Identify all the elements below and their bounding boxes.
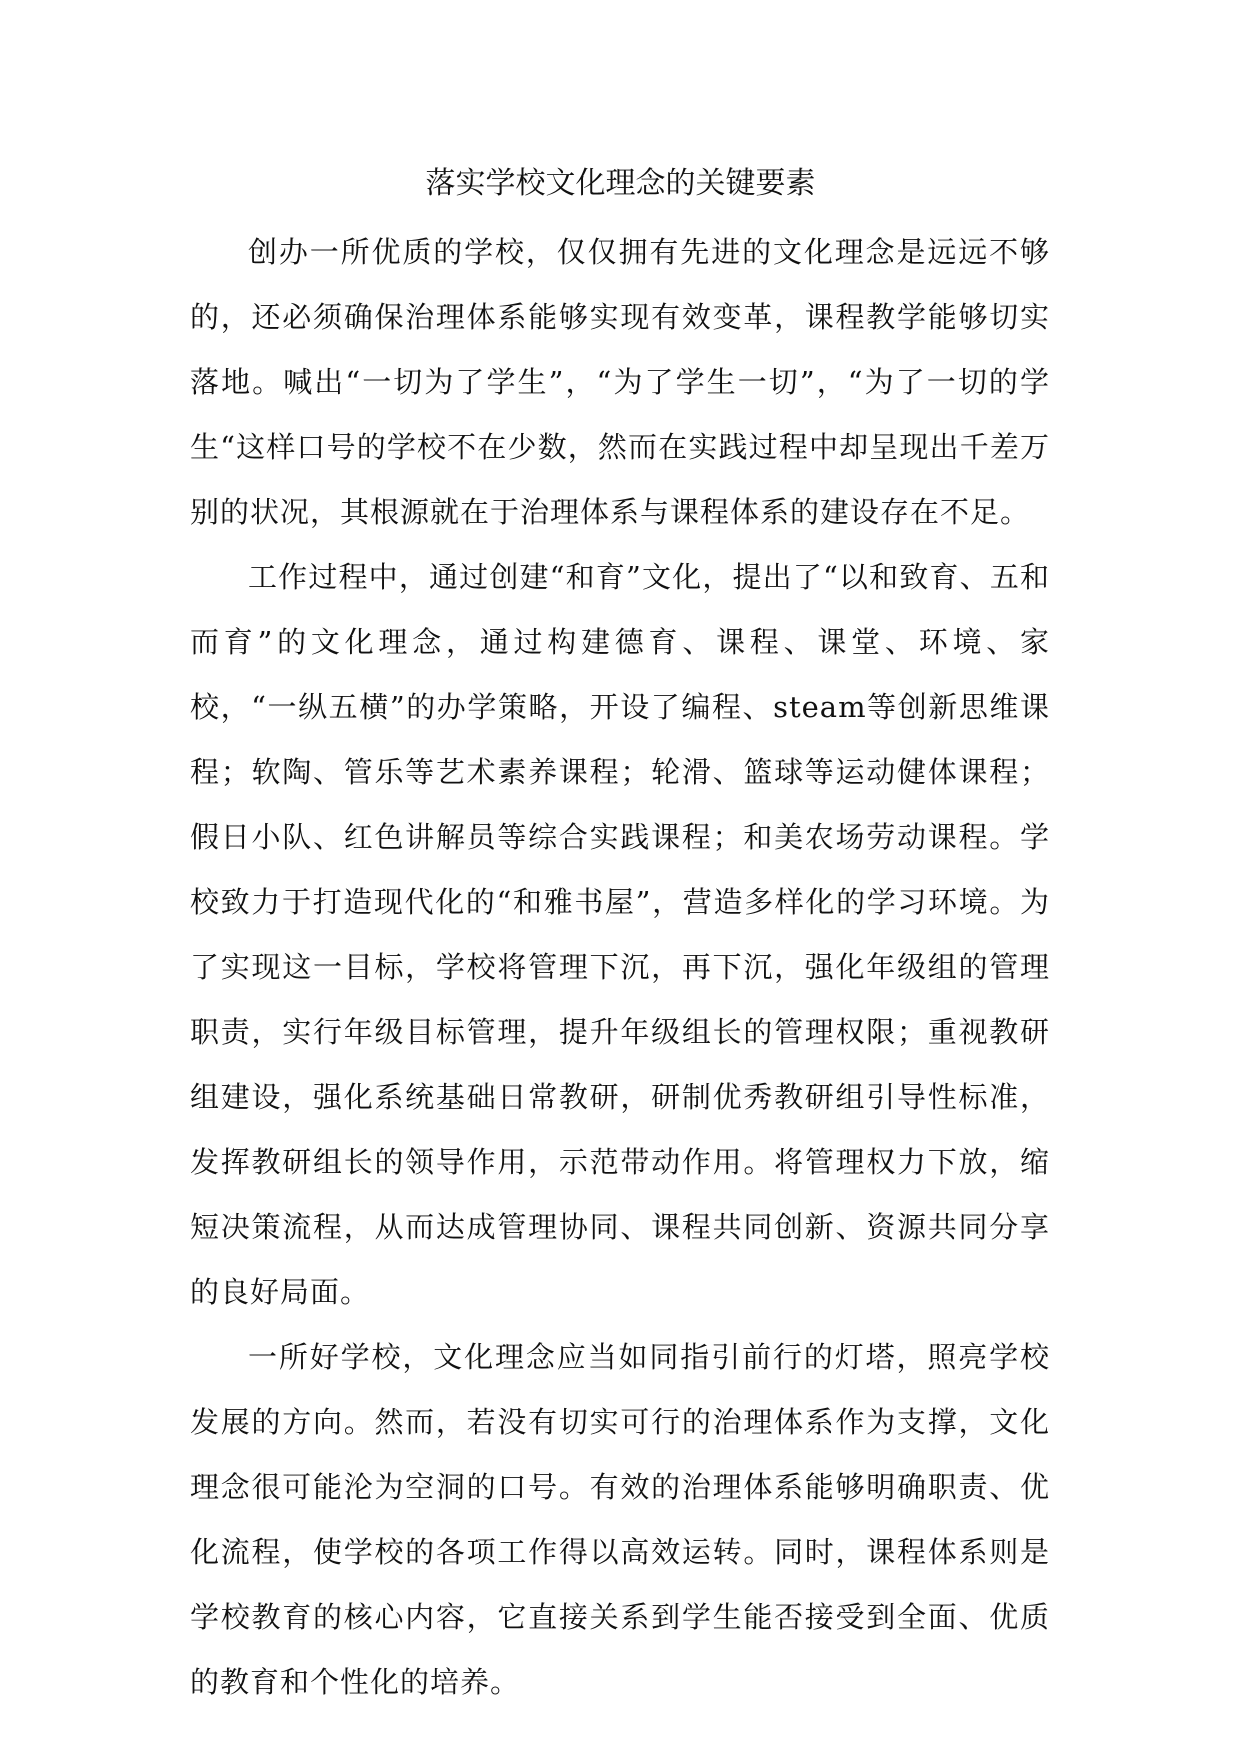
paragraph-3: 一所好学校，文化理念应当如同指引前行的灯塔，照亮学校发展的方向。然而，若没有切实可行的治理体系作为支撑，文化理念很可能沦为空洞的口号。有效的治理体系能够明确职责、优化流程，使学校的各项工作得以高效运转。同时，课程体系则是学校教育的核心内容，它直接关系到学生能否接受到全面、优质的教育和个性化的培养。 [190, 1340, 1050, 1699]
document-body [190, 220, 1050, 1715]
paragraph-1: 创办一所优质的学校，仅仅拥有先进的文化理念是远远不够的，还必须确保治理体系能够实现有效变革，课程教学能够切实落地。喊出“一切为了学生”，“为了学生一切”，“为了一切的学生“这样口号的学校不在少数，然而在实践过程中却呈现出千差万别的状况，其根源就在于治理体系与课程体系的建设存在不足。 [190, 235, 1050, 529]
document-title: 落实学校文化理念的关键要素 [425, 166, 816, 201]
paragraph-2: 工作过程中，通过创建“和育”文化，提出了“以和致育、五和而育”的文化理念，通过构建德育、课程、课堂、环境、家校，“一纵五横”的办学策略，开设了编程、steam等创新思维课程；软陶、管乐等艺术素养课程；轮滑、篮球等运动健体课程；假日小队、红色讲解员等综合实践课程；和美农场劳动课程。学校致力于打造现代化的“和雅书屋”，营造多样化的学习环境。为了实现这一目标，学校将管理下沉，再下沉，强化年级组的管理职责，实行年级目标管理，提升年级组长的管理权限；重视教研组建设，强化系统基础日常教研，研制优秀教研组引导性标准，发挥教研组长的领导作用，示范带动作用。将管理权力下放，缩短决策流程，从而达成管理协同、课程共同创新、资源共同分享的良好局面。 [190, 560, 1050, 1309]
